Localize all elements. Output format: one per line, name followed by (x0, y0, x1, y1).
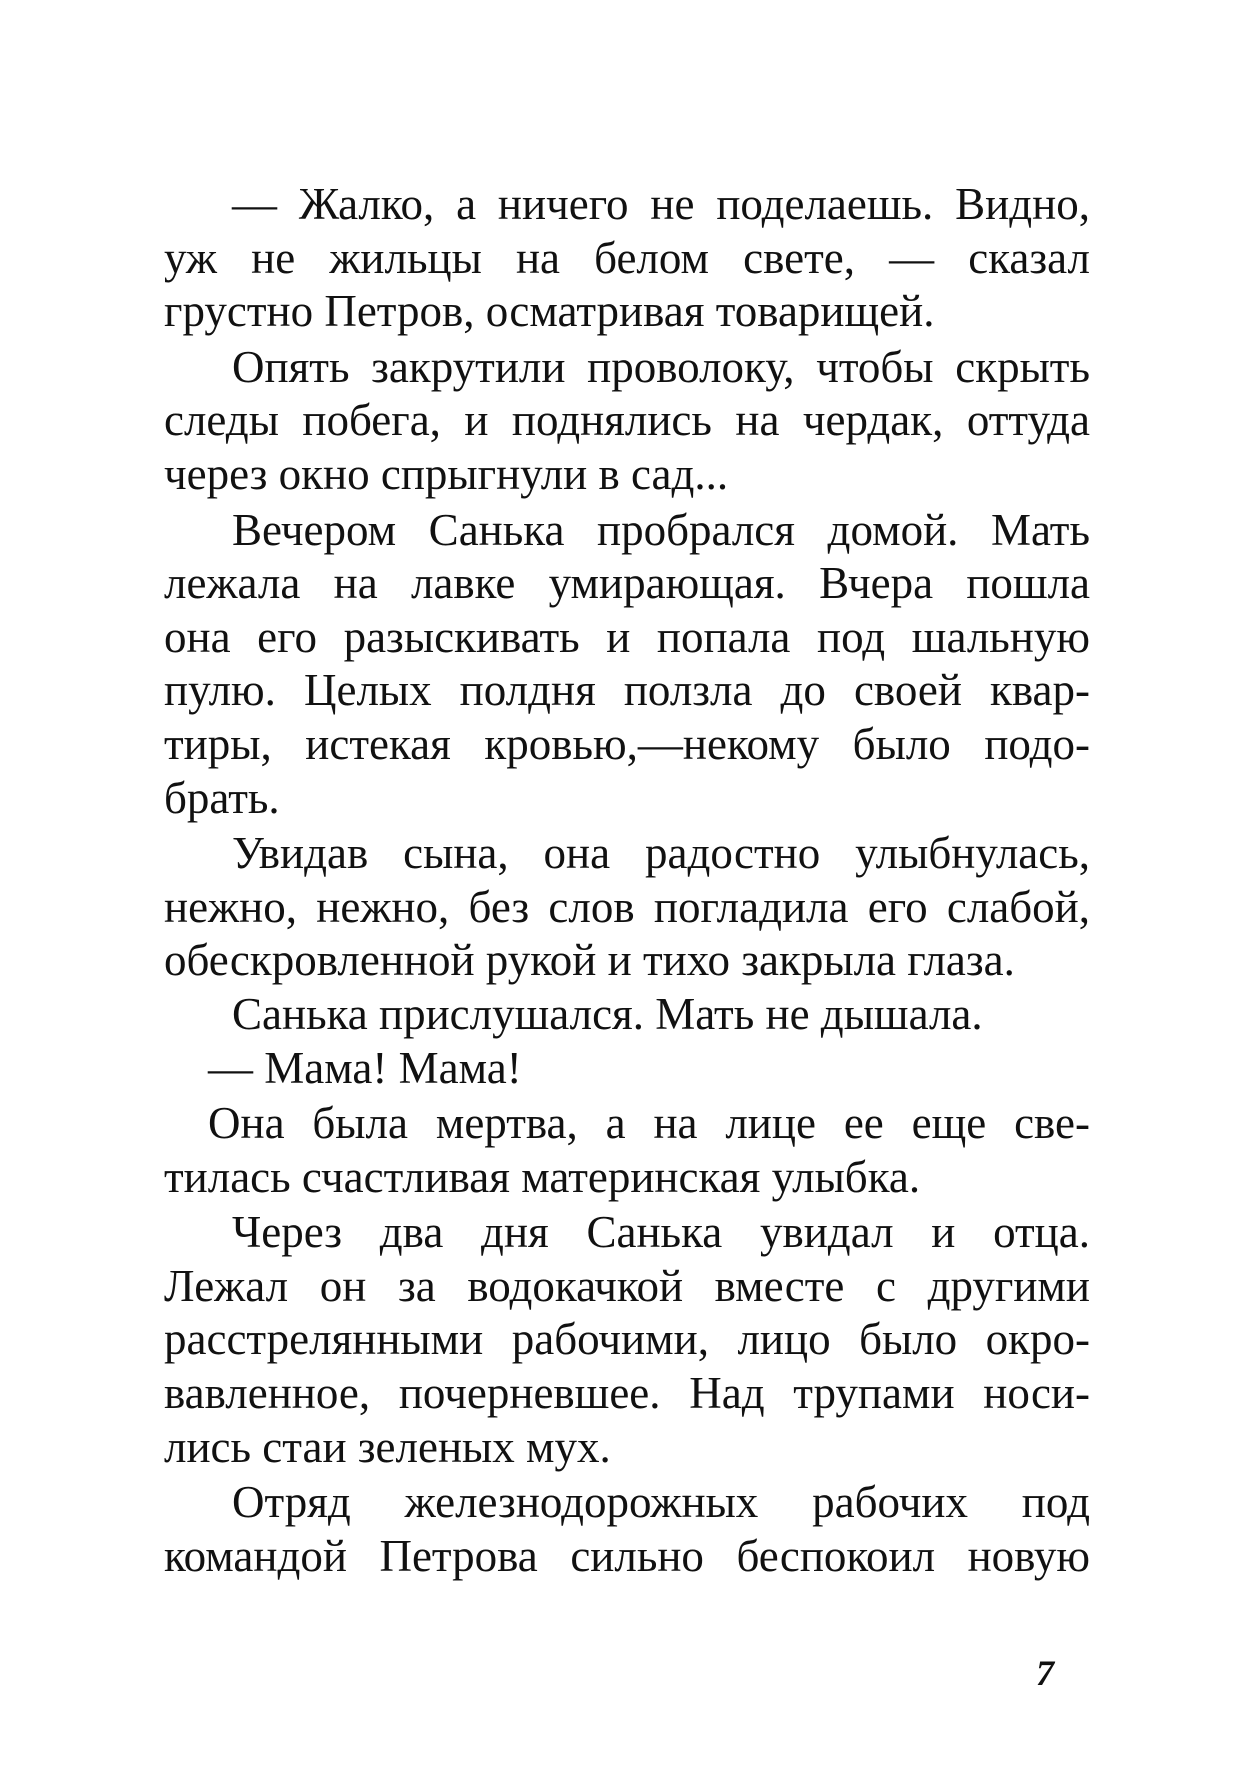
text-line: командой Петрова сильно беспокоил новую (164, 1530, 1090, 1581)
text-line: грустно Петров, осматривая товарищей. (164, 286, 935, 337)
text-line: Лежал он за водокачкой вместе с другими (164, 1260, 1090, 1311)
text-line: обескровленной рукой и тихо закрыла глаза. (164, 935, 1015, 986)
text-line: Через два дня Санька увидал и отца. (232, 1207, 1090, 1258)
text-line: лежала на лавке умирающая. Вчера пошла (164, 558, 1090, 609)
text-line: лись стаи зеленых мух. (164, 1421, 611, 1472)
text-line: Она была мертва, а на лице ее еще све- (208, 1098, 1090, 1149)
page-text (164, 178, 1090, 1583)
text-line: брать. (164, 772, 280, 823)
text-line: тиры, истекая кровью,—некому было подо- (164, 718, 1090, 769)
text-line: тилась счастливая материнская улыбка. (164, 1151, 921, 1202)
text-line: через окно спрыгнули в сад... (164, 448, 729, 499)
text-line: уж не жильцы на белом свете, — сказал (164, 232, 1090, 283)
text-line: она его разыскивать и попала под шальную (164, 611, 1090, 662)
text-line: Увидав сына, она радостно улыбнулась, (232, 828, 1090, 879)
page-number: 7 (1036, 1653, 1054, 1693)
text-line: следы побега, и поднялись на чердак, оттуда (164, 395, 1090, 446)
text-line: Вечером Санька пробрался домой. Мать (232, 504, 1090, 555)
text-line: вавленное, почерневшее. Над трупами носи- (164, 1368, 1090, 1419)
text-line: Опять закрутили проволоку, чтобы скрыть (232, 341, 1090, 392)
text-line: Санька прислушался. Мать не дышала. (232, 988, 983, 1039)
text-line: пулю. Целых полдня ползла до своей квар- (164, 665, 1090, 716)
text-line: — Жалко, а ничего не поделаешь. Видно, (232, 179, 1090, 229)
text-line: расстрелянными рабочими, лицо было окро- (164, 1314, 1090, 1365)
text-line: — Мама! Мама! (208, 1042, 522, 1093)
text-line: нежно, нежно, без слов погладила его слабой, (164, 881, 1090, 932)
text-line: Отряд железнодорожных рабочих под (232, 1477, 1090, 1528)
